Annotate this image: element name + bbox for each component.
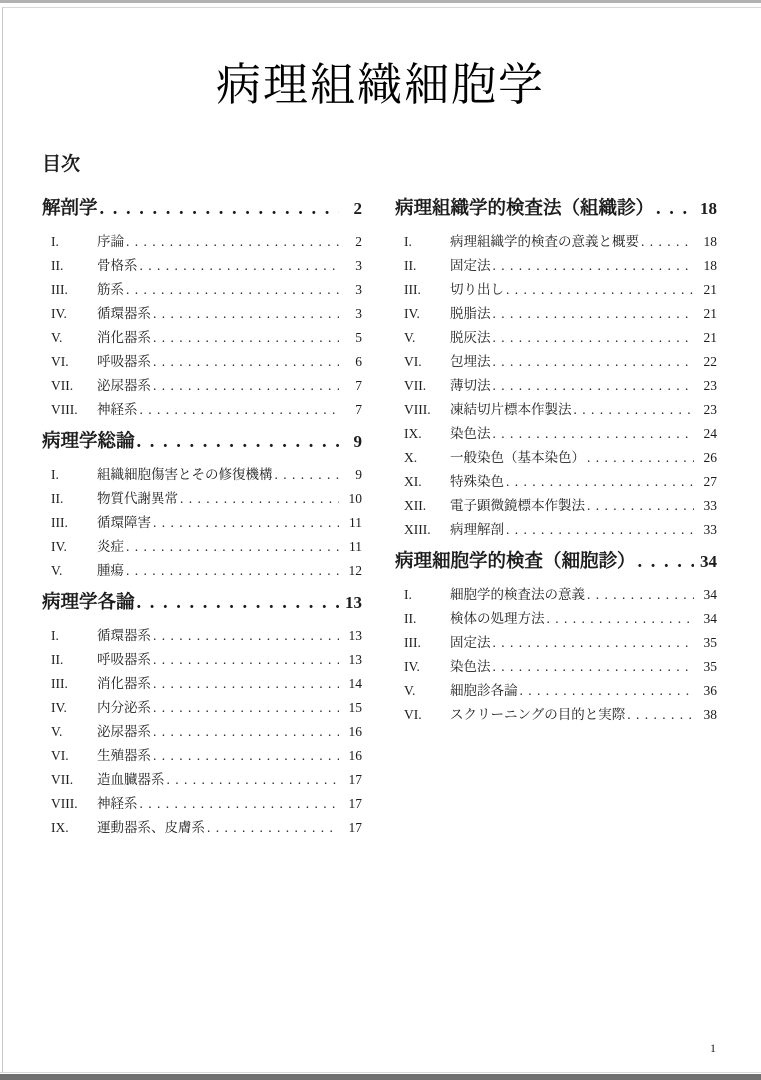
toc-item-number: VII. [51,377,74,393]
toc-item-link[interactable] [395,679,717,703]
toc-item-label: 筋系 [97,281,124,297]
toc-item-page: 23 [703,401,717,417]
toc-item-page: 35 [703,658,717,674]
toc-item-number: I. [404,586,412,602]
toc-section-items [42,230,362,422]
dot-leader [153,696,339,720]
toc-section-title: 病理学各論 [42,592,135,613]
toc-item-label: 電子顕微鏡標本作製法 [450,497,585,513]
toc-column-left [42,197,362,840]
toc-item-page: 26 [703,449,717,465]
dot-leader [137,591,339,615]
toc-item-label: 染色法 [450,425,491,441]
dot-leader [587,583,694,607]
toc-item-label: 造血臓器系 [97,771,165,787]
toc-item-number: III. [404,634,421,650]
toc-item-number: III. [51,675,68,691]
dot-leader [140,792,340,816]
toc-item-number: IX. [404,425,422,441]
toc-item-number: IV. [51,699,67,715]
toc-item-label: 泌尿器系 [97,723,151,739]
toc-item-number: X. [404,449,418,465]
toc-item-link[interactable] [42,624,362,648]
toc-item-link[interactable] [42,559,362,583]
dot-leader [126,559,339,583]
toc-item-label: 呼吸器系 [97,353,151,369]
toc-item-link[interactable] [42,720,362,744]
toc-item-link[interactable] [42,302,362,326]
toc-item-link[interactable] [395,398,717,422]
toc-item-page: 13 [348,627,362,643]
dot-leader [140,254,340,278]
toc-item-label: 脱灰法 [450,329,491,345]
toc-item-page: 17 [348,771,362,787]
toc-item-page: 3 [355,305,362,321]
toc-item-number: II. [404,257,417,273]
toc-item-label: 骨格系 [97,257,138,273]
toc-item-link[interactable] [395,350,717,374]
dot-leader [520,679,695,703]
toc-item-page: 2 [355,233,362,249]
toc-item-number: II. [51,490,64,506]
dot-leader [153,744,339,768]
toc-item-page: 18 [703,233,717,249]
dot-leader [493,422,695,446]
toc-item-link[interactable] [42,487,362,511]
toc-item-label: 一般染色（基本染色） [450,449,585,465]
toc-item-label: 細胞診各論 [450,682,518,698]
toc-item-link[interactable] [42,398,362,422]
page-number: 1 [710,1041,716,1055]
toc-item-label: 物質代謝異常 [97,490,178,506]
toc-item-link[interactable] [42,792,362,816]
toc-item-page: 16 [348,723,362,739]
dot-leader [126,278,339,302]
dot-leader [493,254,695,278]
toc-section-title: 解剖学 [42,198,98,219]
toc-item-page: 27 [703,473,717,489]
toc-item-number: VII. [404,377,427,393]
toc-item-page: 34 [703,610,717,626]
toc-item-label: 固定法 [450,634,491,650]
dot-leader [627,703,694,727]
toc-item-label: 呼吸器系 [97,651,151,667]
toc-item-page: 10 [348,490,362,506]
toc-item-label: 病理組織学的検査の意義と概要 [450,233,639,249]
toc-item-number: VI. [404,706,422,722]
toc-item-page: 17 [348,795,362,811]
dot-leader [140,398,340,422]
toc-item-page: 7 [355,377,362,393]
toc-item-page: 9 [355,466,362,482]
toc-item-link[interactable] [42,326,362,350]
toc-item-page: 11 [349,514,362,530]
toc-item-number: XI. [404,473,422,489]
dot-leader [126,230,339,254]
toc-item-link[interactable] [42,672,362,696]
toc-item-page: 34 [703,586,717,602]
toc-item-number: II. [51,651,64,667]
toc-item-page: 6 [355,353,362,369]
toc-item-link[interactable] [42,254,362,278]
toc-item-number: I. [51,233,59,249]
dot-leader [493,631,695,655]
dot-leader [587,494,694,518]
toc-item-link[interactable] [42,696,362,720]
dot-leader [153,511,339,535]
toc-item-label: 生殖器系 [97,747,151,763]
dot-leader [167,768,340,792]
toc-item-number: XIII. [404,521,431,537]
document-title: 病理組織細胞学 [215,60,545,110]
toc-item-link[interactable] [395,655,717,679]
toc-item-label: 固定法 [450,257,491,273]
toc-item-number: II. [404,610,417,626]
toc-section-page: 9 [353,431,362,451]
toc-item-link[interactable] [42,511,362,535]
toc-item-number: V. [51,562,63,578]
toc-item-label: 運動器系、皮膚系 [97,819,205,835]
toc-section [42,430,362,583]
toc-item-page: 21 [703,329,717,345]
dot-leader [153,672,339,696]
toc-section-link[interactable] [42,197,362,221]
toc-section [395,197,717,542]
toc-item-label: 消化器系 [97,329,151,345]
toc-item-link[interactable] [395,326,717,350]
toc-item-label: 泌尿器系 [97,377,151,393]
toc-item-number: VI. [51,747,69,763]
dot-leader [153,326,339,350]
toc-item-number: I. [51,466,59,482]
toc-item-number: VII. [51,771,74,787]
toc-item-link[interactable] [42,648,362,672]
toc-item-number: V. [404,682,416,698]
toc-columns [42,197,758,840]
toc-item-label: 染色法 [450,658,491,674]
toc-item-number: V. [51,723,63,739]
dot-leader [574,398,695,422]
toc-item-page: 36 [703,682,717,698]
toc-item-link[interactable] [42,744,362,768]
toc-item-label: 薄切法 [450,377,491,393]
toc-item-label: 消化器系 [97,675,151,691]
dot-leader [126,535,339,559]
dot-leader [207,816,339,840]
toc-item-number: IV. [51,538,67,554]
toc-item-page: 18 [703,257,717,273]
toc-item-number: IV. [51,305,67,321]
toc-section-link[interactable] [42,430,362,454]
toc-item-number: IV. [404,658,420,674]
toc-section-title: 病理組織学的検査法（組織診） [395,198,655,219]
dot-leader [506,470,694,494]
toc-item-label: 包埋法 [450,353,491,369]
toc-item-link[interactable] [395,703,717,727]
dot-leader [506,518,694,542]
toc-item-page: 16 [348,747,362,763]
dot-leader [493,655,695,679]
toc-section [395,550,717,727]
toc-item-page: 35 [703,634,717,650]
toc-item-label: 内分泌系 [97,699,151,715]
toc-item-number: III. [51,514,68,530]
toc-item-label: 炎症 [97,538,124,554]
toc-item-page: 22 [703,353,717,369]
toc-item-number: VIII. [404,401,431,417]
toc-item-label: 脱脂法 [450,305,491,321]
dot-leader [641,230,694,254]
toc-section-link[interactable] [395,197,717,221]
toc-section-title: 病理学総論 [42,431,135,452]
toc-item-page: 23 [703,377,717,393]
toc-section-link[interactable] [395,550,717,574]
toc-item-link[interactable] [395,374,717,398]
toc-section-page: 34 [700,551,717,571]
toc-item-number: I. [404,233,412,249]
toc-item-link[interactable] [42,816,362,840]
dot-leader [638,550,694,574]
toc-item-link[interactable] [42,768,362,792]
toc-item-label: 神経系 [97,401,138,417]
toc-item-label: 循環器系 [97,305,151,321]
toc-item-page: 3 [355,281,362,297]
toc-item-label: 神経系 [97,795,138,811]
toc-item-page: 21 [703,305,717,321]
toc-item-label: スクリーニングの目的と実際 [450,706,626,722]
window-bottom-edge [0,1074,761,1080]
page-border-bottom [0,1072,761,1073]
dot-leader [137,430,339,454]
toc-item-page: 38 [703,706,717,722]
toc-item-label: 腫瘍 [97,562,124,578]
toc-item-label: 検体の処理方法 [450,610,545,626]
toc-item-page: 5 [355,329,362,345]
dot-leader [153,350,339,374]
toc-item-number: VIII. [51,795,78,811]
toc-item-page: 21 [703,281,717,297]
toc-section-page: 18 [700,198,717,218]
dot-leader [493,326,695,350]
toc-item-label: 特殊染色 [450,473,504,489]
toc-item-link[interactable] [395,278,717,302]
toc-item-link[interactable] [395,470,717,494]
toc-item-link[interactable] [42,230,362,254]
toc-item-link[interactable] [42,350,362,374]
toc-item-number: VI. [51,353,69,369]
toc-item-link[interactable] [395,518,717,542]
dot-leader [506,278,694,302]
toc-section-page: 13 [345,592,362,612]
toc-item-page: 14 [348,675,362,691]
toc-item-label: 病理解剖 [450,521,504,537]
toc-item-label: 凍結切片標本作製法 [450,401,572,417]
toc-item-page: 13 [348,651,362,667]
toc-item-label: 組織細胞傷害とその修復機構 [97,466,273,482]
toc-section-page: 2 [353,198,362,218]
toc-item-link[interactable] [395,631,717,655]
dot-leader [153,302,339,326]
toc-item-label: 切り出し [450,281,504,297]
toc-section-items [395,583,717,727]
toc-section-link[interactable] [42,591,362,615]
dot-leader [656,197,694,221]
dot-leader [275,463,340,487]
toc-item-label: 循環器系 [97,627,151,643]
toc-item-number: IV. [404,305,420,321]
toc-section-items [42,624,362,840]
toc-item-page: 24 [703,425,717,441]
dot-leader [153,374,339,398]
toc-item-link[interactable] [395,446,717,470]
toc-item-number: VI. [404,353,422,369]
toc-item-link[interactable] [395,494,717,518]
dot-leader [153,648,339,672]
toc-item-number: II. [51,257,64,273]
toc-item-number: V. [51,329,63,345]
toc-item-label: 循環障害 [97,514,151,530]
toc-item-label: 細胞学的検査法の意義 [450,586,585,602]
toc-item-link[interactable] [395,422,717,446]
dot-leader [180,487,339,511]
dot-leader [493,374,695,398]
dot-leader [153,624,339,648]
toc-item-link[interactable] [395,583,717,607]
toc-item-link[interactable] [42,278,362,302]
toc-item-link[interactable] [42,463,362,487]
dot-leader [153,720,339,744]
toc-item-link[interactable] [395,302,717,326]
toc-item-page: 11 [349,538,362,554]
toc-item-number: XII. [404,497,427,513]
toc-item-number: III. [51,281,68,297]
toc-column-right [395,197,717,840]
toc-item-page: 15 [348,699,362,715]
document-page [3,8,758,1072]
dot-leader [493,302,695,326]
toc-section-items [42,463,362,583]
toc-item-number: VIII. [51,401,78,417]
toc-item-number: III. [404,281,421,297]
toc-item-page: 33 [703,497,717,513]
window-top-edge [0,0,761,3]
toc-section-title: 病理細胞学的検査（細胞診） [395,551,636,572]
toc-item-number: I. [51,627,59,643]
toc-section-items [395,230,717,542]
dot-leader [547,607,695,631]
toc-item-link[interactable] [395,254,717,278]
toc-item-label: 序論 [97,233,124,249]
toc-item-link[interactable] [395,607,717,631]
toc-item-page: 17 [348,819,362,835]
toc-item-link[interactable] [395,230,717,254]
dot-leader [100,197,339,221]
dot-leader [493,350,695,374]
toc-section [42,591,362,840]
toc-item-page: 7 [355,401,362,417]
toc-item-link[interactable] [42,374,362,398]
toc-heading: 目次 [42,153,81,175]
toc-item-number: IX. [51,819,69,835]
toc-section [42,197,362,422]
dot-leader [587,446,694,470]
toc-item-page: 12 [348,562,362,578]
toc-item-number: V. [404,329,416,345]
toc-item-page: 3 [355,257,362,273]
toc-item-page: 33 [703,521,717,537]
toc-item-link[interactable] [42,535,362,559]
